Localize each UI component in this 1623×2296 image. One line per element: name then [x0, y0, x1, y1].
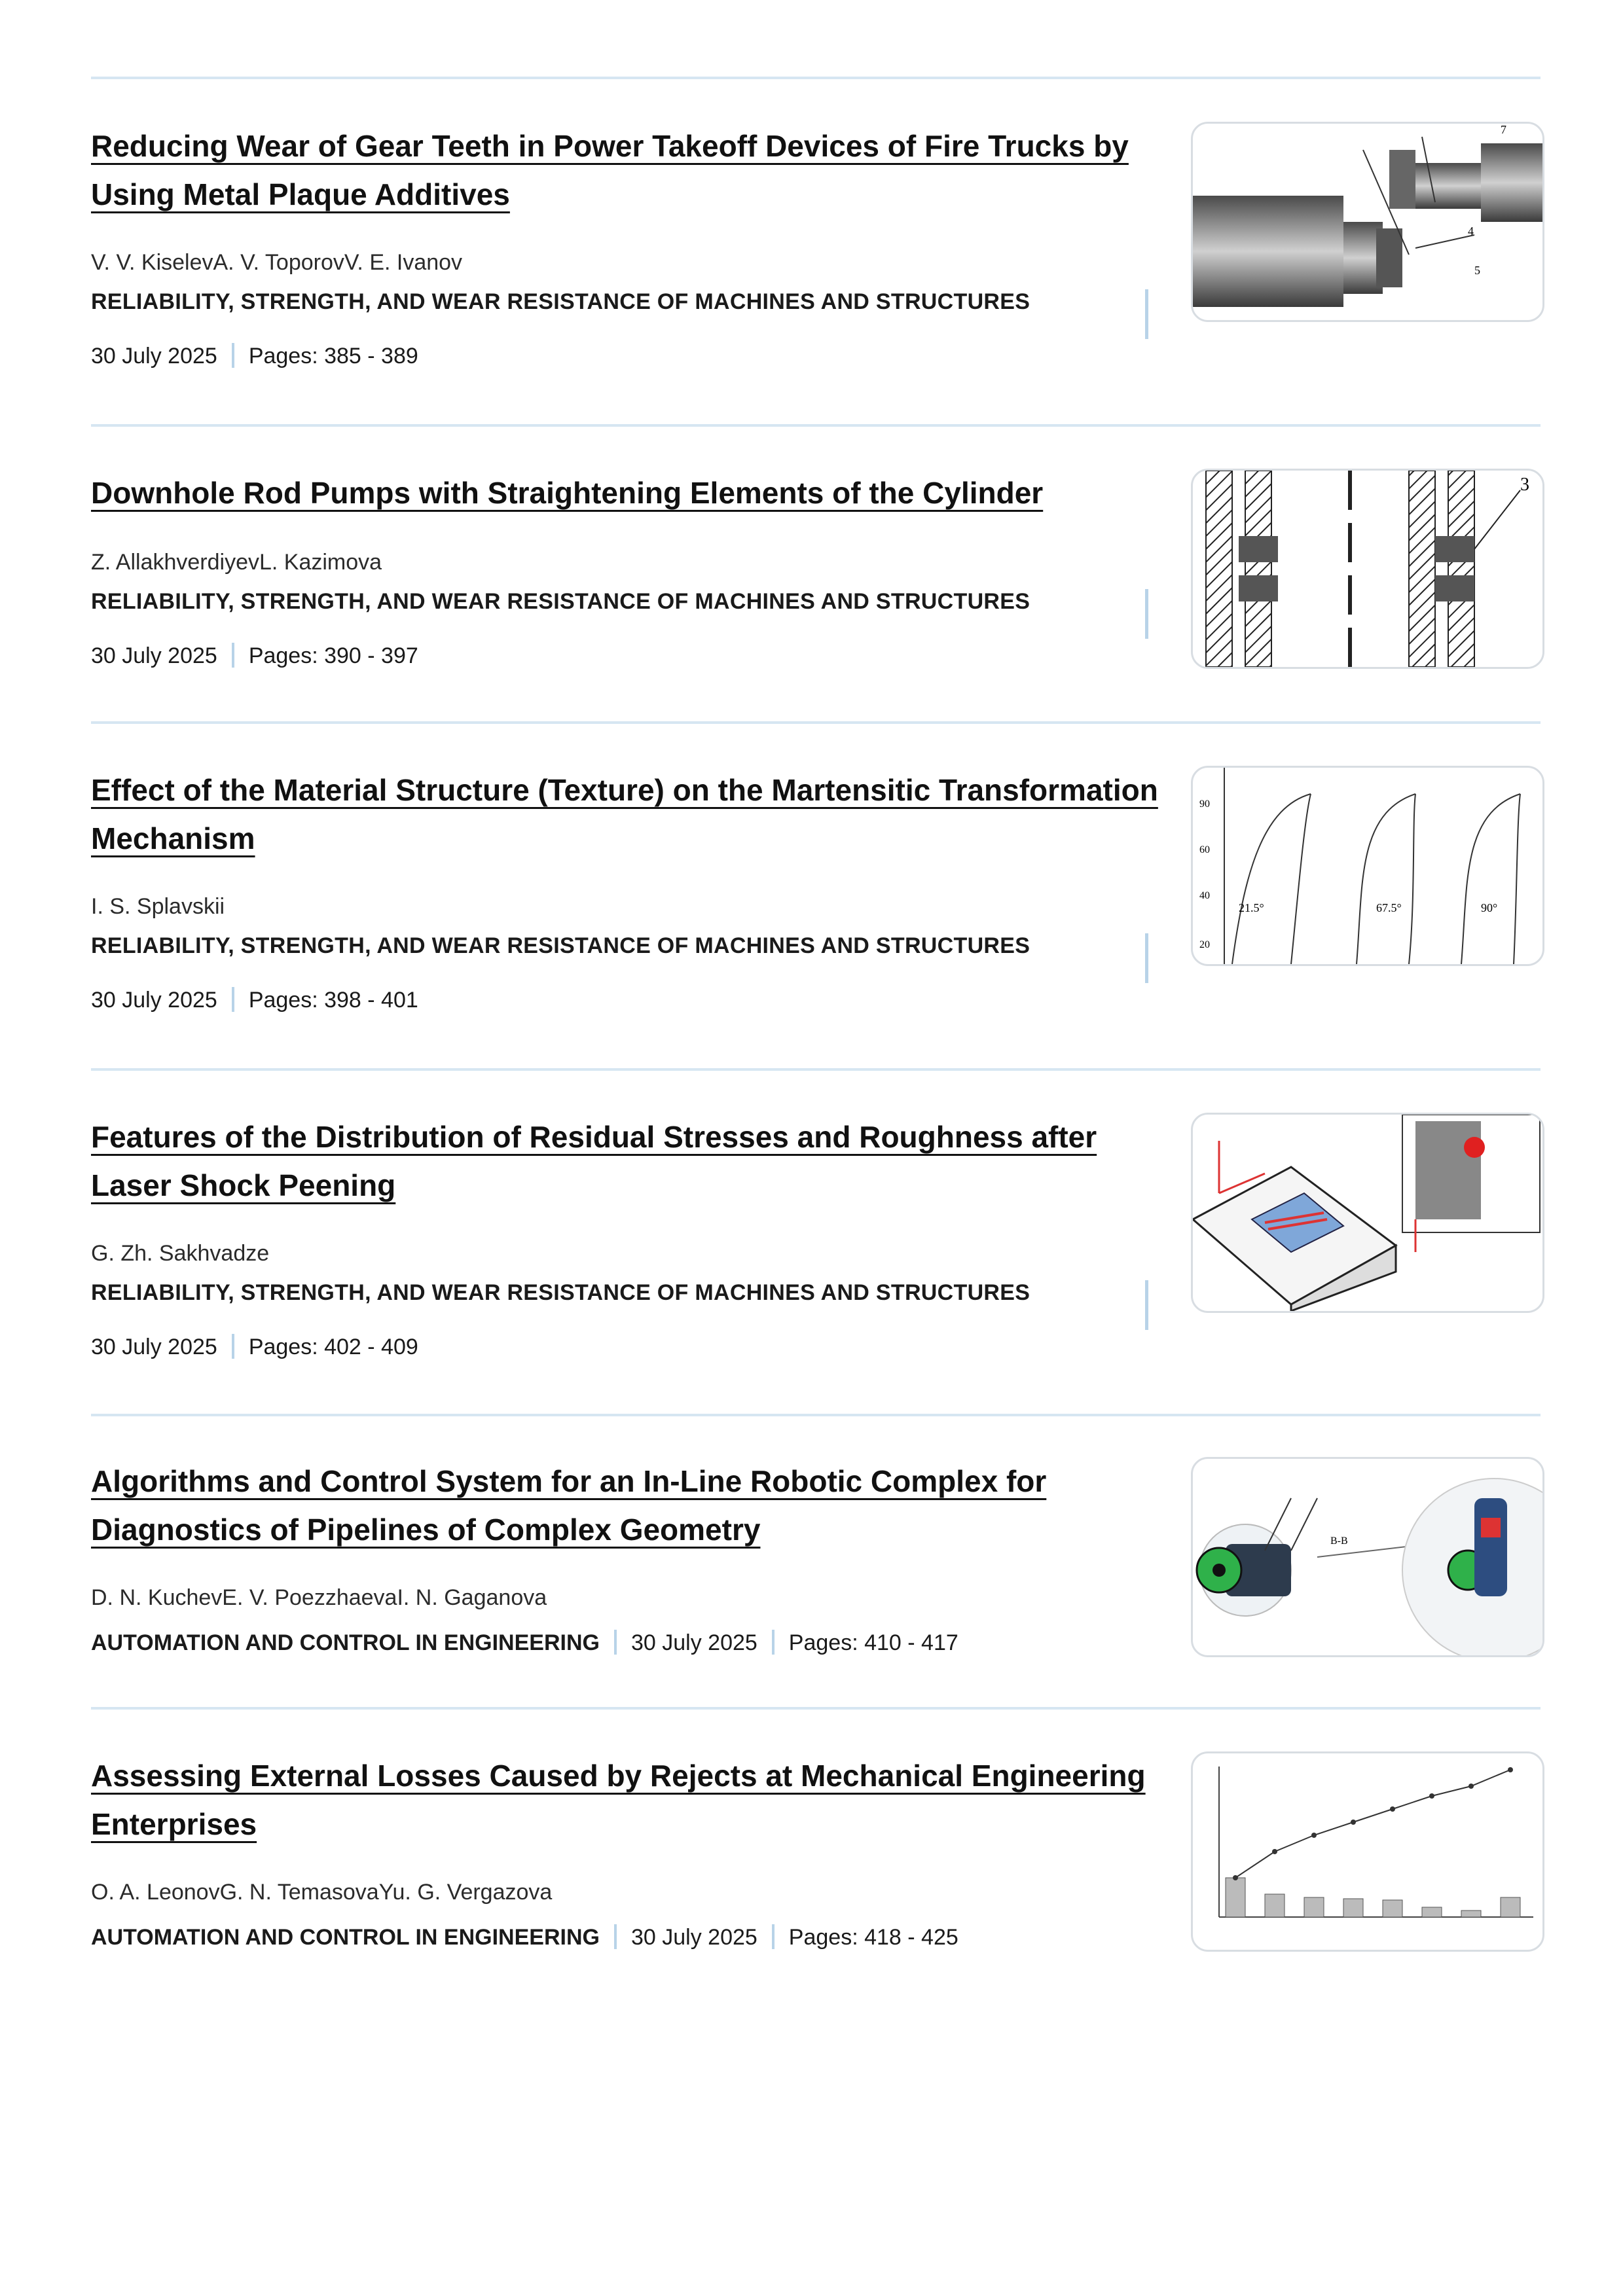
page-range: Pages: 410 - 417 [788, 1630, 958, 1655]
divider [91, 424, 1541, 427]
meta-separator [232, 343, 234, 368]
divider [91, 1414, 1541, 1416]
divider [91, 721, 1541, 724]
page-range: Pages: 418 - 425 [788, 1925, 958, 1950]
transformation-curves-plot-icon [1193, 768, 1542, 964]
article-card [91, 1457, 1541, 1653]
svg-text:90: 90 [1199, 798, 1210, 810]
svg-text:90°: 90° [1481, 901, 1498, 914]
publication-date: 30 July 2025 [630, 1630, 757, 1655]
article-authors: V. V. KiselevA. V. ToporovV. E. Ivanov [91, 250, 463, 275]
article-meta [91, 1334, 418, 1360]
publication-date: 30 July 2025 [630, 1925, 757, 1950]
journal-name[interactable]: RELIABILITY, STRENGTH, AND WEAR RESISTANCE OF MACHINES AND STRUCTURES [91, 933, 1030, 958]
svg-text:21.5°: 21.5° [1239, 901, 1264, 914]
svg-text:40: 40 [1199, 890, 1210, 901]
article-meta [91, 643, 418, 669]
svg-text:3: 3 [1520, 475, 1529, 495]
page-range: Pages: 402 - 409 [248, 1335, 418, 1359]
pareto-chart-icon [1193, 1753, 1542, 1950]
laser-peening-specimen-icon [1193, 1115, 1542, 1311]
article-authors: I. S. Splavskii [91, 894, 225, 919]
svg-text:67.5°: 67.5° [1376, 901, 1402, 914]
separator-bar [1145, 289, 1148, 339]
article-title-link[interactable]: Reducing Wear of Gear Teeth in Power Takeoff Devices of Fire Trucks by Using Metal Plaque Additives [91, 129, 1129, 211]
article-title-link[interactable]: Assessing External Losses Caused by Rejects at Mechanical Engineering Enterprises [91, 1759, 1146, 1841]
article-meta [91, 1924, 958, 1950]
article-title-link[interactable]: Effect of the Material Structure (Texture) on the Martensitic Transformation Mechanism [91, 773, 1158, 855]
article-title-link[interactable]: Downhole Rod Pumps with Straightening Elements of the Cylinder [91, 476, 1044, 510]
article-title [91, 1113, 1165, 1210]
meta-separator [614, 1630, 617, 1655]
divider [91, 1068, 1541, 1071]
meta-separator [232, 643, 234, 668]
article-authors: D. N. KuchevE. V. PoezzhaevaI. N. Gaganova [91, 1585, 547, 1610]
svg-text:B-B: B-B [1330, 1535, 1348, 1547]
publication-date: 30 July 2025 [91, 988, 217, 1013]
meta-separator [232, 987, 234, 1012]
journal-name[interactable]: AUTOMATION AND CONTROL IN ENGINEERING [91, 1925, 600, 1950]
separator-bar [1145, 1280, 1148, 1330]
article-title-link[interactable]: Algorithms and Control System for an In-Line Robotic Complex for Diagnostics of Pipelines of Complex Geometry [91, 1464, 1047, 1547]
article-card [91, 122, 1541, 397]
svg-text:60: 60 [1199, 844, 1210, 855]
page-range: Pages: 398 - 401 [248, 988, 418, 1013]
article-thumbnail[interactable] [1191, 1751, 1544, 1952]
publication-date: 30 July 2025 [91, 643, 217, 668]
page-range: Pages: 385 - 389 [248, 344, 418, 368]
article-thumbnail[interactable] [1191, 1113, 1544, 1313]
svg-text:5: 5 [1474, 264, 1480, 277]
article-thumbnail[interactable] [1191, 122, 1544, 322]
meta-separator [232, 1334, 234, 1359]
svg-text:7: 7 [1501, 124, 1506, 136]
article-title [91, 766, 1165, 863]
pump-cylinder-section-icon [1193, 471, 1542, 667]
article-title [91, 469, 1165, 517]
separator-bar [1145, 933, 1148, 983]
article-title-link[interactable]: Features of the Distribution of Residual Stresses and Roughness after Laser Shock Peening [91, 1120, 1097, 1202]
meta-separator [772, 1924, 775, 1949]
article-title [91, 1457, 1165, 1554]
gear-assembly-diagram-icon [1193, 124, 1542, 320]
article-meta [91, 1630, 958, 1656]
article-title [91, 122, 1165, 219]
journal-name[interactable]: AUTOMATION AND CONTROL IN ENGINEERING [91, 1630, 600, 1655]
pipeline-robot-icon [1193, 1459, 1542, 1655]
publication-date: 30 July 2025 [91, 344, 217, 368]
article-title [91, 1751, 1165, 1848]
article-thumbnail[interactable] [1191, 1457, 1544, 1657]
meta-separator [772, 1630, 775, 1655]
article-card [91, 1751, 1541, 1948]
journal-name[interactable]: RELIABILITY, STRENGTH, AND WEAR RESISTANCE OF MACHINES AND STRUCTURES [91, 1280, 1030, 1305]
article-meta [91, 987, 418, 1013]
article-meta [91, 343, 418, 369]
article-authors: Z. AllakhverdiyevL. Kazimova [91, 550, 382, 575]
meta-separator [614, 1924, 617, 1949]
article-card [91, 766, 1541, 1041]
journal-name[interactable]: RELIABILITY, STRENGTH, AND WEAR RESISTANCE OF MACHINES AND STRUCTURES [91, 589, 1030, 614]
article-authors: O. A. LeonovG. N. TemasovaYu. G. Vergazova [91, 1880, 553, 1905]
article-thumbnail[interactable] [1191, 469, 1544, 669]
svg-text:4: 4 [1468, 224, 1474, 238]
divider [91, 1707, 1541, 1710]
separator-bar [1145, 589, 1148, 639]
article-thumbnail[interactable] [1191, 766, 1544, 966]
divider [91, 77, 1541, 79]
article-authors: G. Zh. Sakhvadze [91, 1241, 270, 1266]
svg-text:20: 20 [1199, 939, 1210, 950]
article-card [91, 1113, 1541, 1388]
publication-date: 30 July 2025 [91, 1335, 217, 1359]
article-card [91, 469, 1541, 717]
journal-name[interactable]: RELIABILITY, STRENGTH, AND WEAR RESISTANCE OF MACHINES AND STRUCTURES [91, 289, 1030, 314]
page-range: Pages: 390 - 397 [248, 643, 418, 668]
